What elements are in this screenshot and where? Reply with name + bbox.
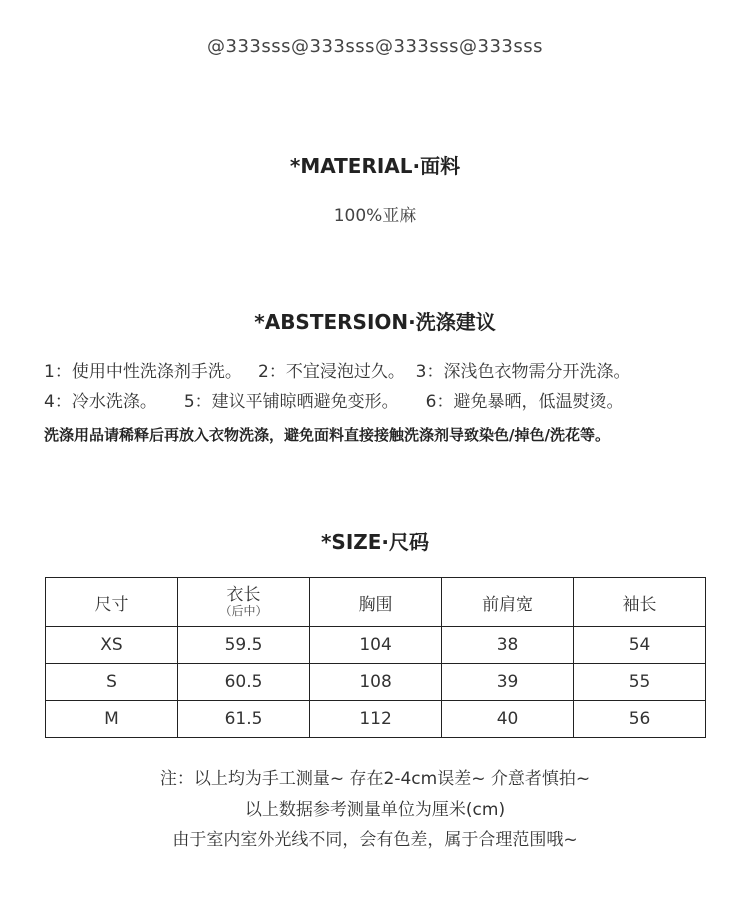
care-line-2: 4：冷水洗涤。 5：建议平铺晾晒避免变形。 6：避免暴晒，低温熨烫。 bbox=[44, 392, 624, 412]
watermark-text: @333sss@333sss@333sss@333sss bbox=[207, 36, 543, 57]
cell-size: S bbox=[46, 664, 178, 701]
note-line-1: 注：以上均为手工测量~ 存在2-4cm误差~ 介意者慎拍~ bbox=[159, 769, 591, 789]
measurement-notes bbox=[0, 764, 750, 856]
cell-length: 59.5 bbox=[177, 627, 309, 664]
header-length-label: 衣长 bbox=[226, 585, 261, 605]
cell-shoulder: 39 bbox=[442, 664, 574, 701]
size-table bbox=[45, 577, 706, 738]
care-title: *ABSTERSION·洗涤建议 bbox=[254, 310, 496, 334]
header-length-note: （后中） bbox=[219, 604, 268, 618]
cell-size: M bbox=[46, 701, 178, 738]
header-shoulder: 前肩宽 bbox=[442, 578, 574, 627]
header-length bbox=[177, 578, 309, 627]
note-line-2: 以上数据参考测量单位为厘米(cm) bbox=[244, 799, 506, 820]
note-line-3: 由于室内室外光线不同，会有色差，属于合理范围哦~ bbox=[172, 830, 578, 850]
size-table-header-row bbox=[46, 578, 706, 627]
care-line-1: 1：使用中性洗涤剂手洗。 2：不宜浸泡过久。 3：深浅色衣物需分开洗涤。 bbox=[44, 362, 631, 382]
cell-chest: 108 bbox=[310, 664, 442, 701]
cell-sleeve: 54 bbox=[574, 627, 706, 664]
cell-length: 60.5 bbox=[177, 664, 309, 701]
size-title: *SIZE·尺码 bbox=[320, 530, 430, 554]
cell-sleeve: 56 bbox=[574, 701, 706, 738]
care-warning: 洗涤用品请稀释后再放入衣物洗涤，避免面料直接接触洗涤剂导致染色/掉色/洗花等。 bbox=[44, 426, 610, 444]
cell-chest: 104 bbox=[310, 627, 442, 664]
table-row bbox=[46, 664, 706, 701]
material-value: 100%亚麻 bbox=[333, 206, 417, 226]
table-row bbox=[46, 627, 706, 664]
cell-size: XS bbox=[46, 627, 178, 664]
cell-length: 61.5 bbox=[177, 701, 309, 738]
cell-shoulder: 38 bbox=[442, 627, 574, 664]
cell-shoulder: 40 bbox=[442, 701, 574, 738]
header-size: 尺寸 bbox=[46, 578, 178, 627]
cell-sleeve: 55 bbox=[574, 664, 706, 701]
table-row bbox=[46, 701, 706, 738]
cell-chest: 112 bbox=[310, 701, 442, 738]
header-sleeve: 袖长 bbox=[574, 578, 706, 627]
header-chest: 胸围 bbox=[310, 578, 442, 627]
material-title: *MATERIAL·面料 bbox=[289, 154, 461, 178]
